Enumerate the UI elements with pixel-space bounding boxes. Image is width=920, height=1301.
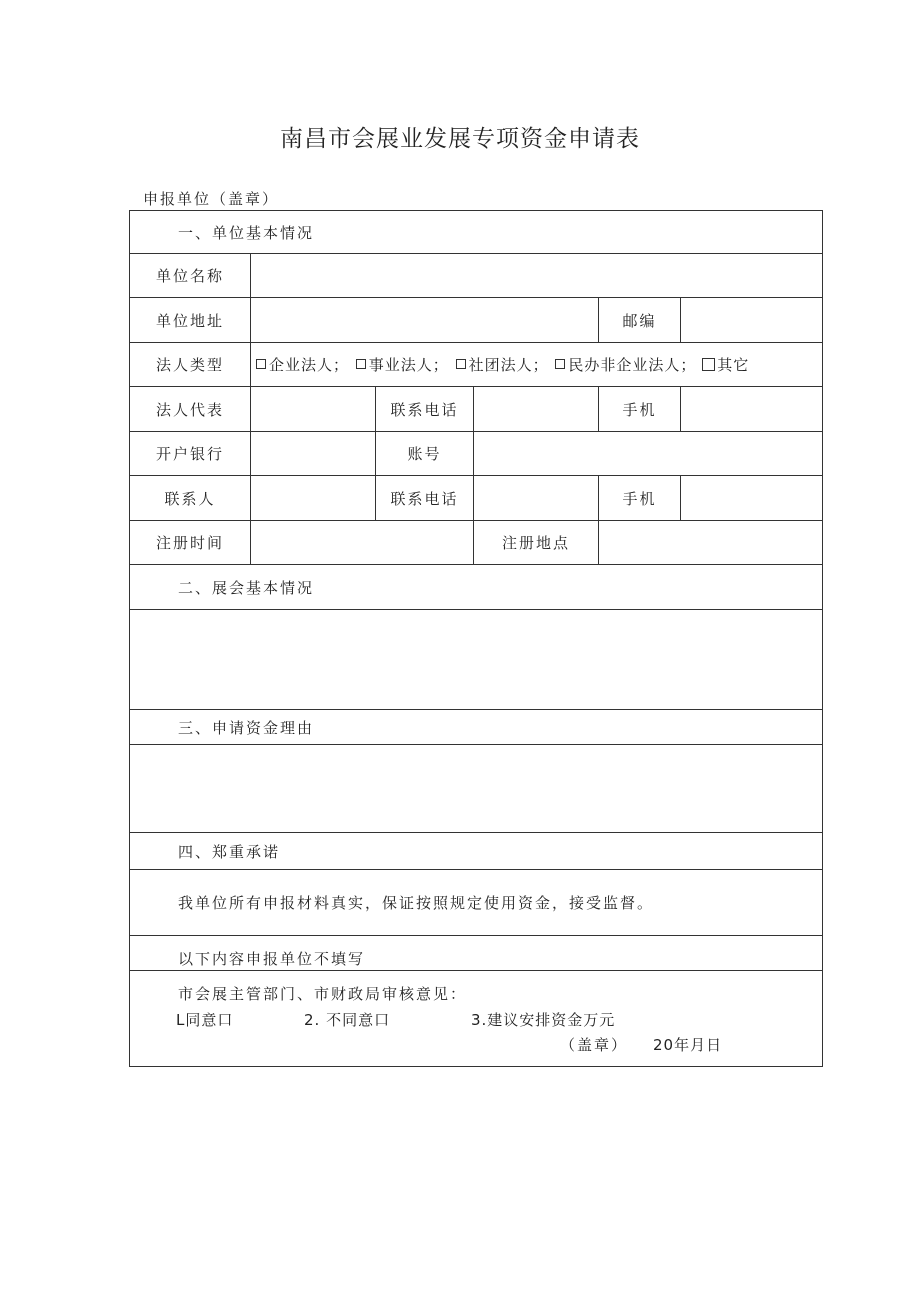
legal-type-option: 社团法人； — [468, 356, 549, 374]
legal-type-option: 其它 — [717, 356, 750, 374]
legal-rep-label: 法人代表 — [130, 387, 251, 432]
bank-label: 开户银行 — [130, 432, 251, 476]
section4-heading: 四、郑重承诺 — [130, 833, 823, 870]
application-form-table — [129, 210, 823, 1067]
legal-rep-field[interactable] — [251, 387, 376, 432]
funding-reason-field[interactable] — [130, 745, 823, 833]
reg-time-label: 注册时间 — [130, 521, 251, 565]
section1-heading: 一、单位基本情况 — [130, 211, 823, 254]
legal-type-options — [251, 343, 823, 387]
legal-type-option: 企业法人； — [269, 356, 350, 374]
section1-row — [130, 211, 823, 254]
not-fill-row — [130, 936, 823, 971]
contact-phone-label: 联系电话 — [376, 387, 474, 432]
section3-row — [130, 710, 823, 745]
not-fill-note: 以下内容申报单位不填写 — [130, 936, 823, 971]
unit-address-field[interactable] — [251, 298, 599, 343]
commitment-text: 我单位所有申报材料真实，保证按照规定使用资金，接受监督。 — [130, 870, 823, 936]
seal-label: （盖章） — [560, 1036, 629, 1054]
reg-place-label: 注册地点 — [474, 521, 599, 565]
disapprove-option: 2. 不同意口 — [304, 1011, 391, 1029]
form-title: 南昌市会展业发展专项资金申请表 — [280, 126, 640, 152]
section3-body-row — [130, 745, 823, 833]
suggested-funding-option: 3.建议安排资金万元 — [471, 1011, 616, 1029]
postcode-label: 邮编 — [599, 298, 681, 343]
contact-row — [130, 476, 823, 521]
unit-address-row — [130, 298, 823, 343]
legal-type-option: 民办非企业法人； — [568, 356, 697, 374]
contact-person-label: 联系人 — [130, 476, 251, 521]
review-opinion-label: 市会展主管部门、市财政局审核意见： — [178, 985, 468, 1003]
date-label: 20年月日 — [653, 1036, 723, 1054]
applicant-unit-label: 申报单位（盖章） — [143, 190, 280, 208]
exhibition-info-field[interactable] — [130, 610, 823, 710]
legal-type-label: 法人类型 — [130, 343, 251, 387]
contact-phone-field[interactable] — [474, 387, 599, 432]
legal-rep-row — [130, 387, 823, 432]
review-row — [130, 971, 823, 1067]
checkbox-icon[interactable] — [256, 359, 266, 369]
section2-body-row — [130, 610, 823, 710]
contact-phone2-label: 联系电话 — [376, 476, 474, 521]
bank-field[interactable] — [251, 432, 376, 476]
account-field[interactable] — [474, 432, 823, 476]
approve-option: L同意口 — [176, 1011, 234, 1029]
legal-type-option: 事业法人； — [368, 356, 449, 374]
section2-row — [130, 565, 823, 610]
mobile-label: 手机 — [599, 387, 681, 432]
unit-name-row — [130, 254, 823, 298]
mobile2-field[interactable] — [681, 476, 823, 521]
unit-name-label: 单位名称 — [130, 254, 251, 298]
unit-address-label: 单位地址 — [130, 298, 251, 343]
contact-phone2-field[interactable] — [474, 476, 599, 521]
registration-row — [130, 521, 823, 565]
section4-body-row — [130, 870, 823, 936]
checkbox-icon[interactable] — [555, 359, 565, 369]
checkbox-icon[interactable] — [456, 359, 466, 369]
account-label: 账号 — [376, 432, 474, 476]
section3-heading: 三、申请资金理由 — [130, 710, 823, 745]
reg-place-field[interactable] — [599, 521, 823, 565]
postcode-field[interactable] — [681, 298, 823, 343]
mobile2-label: 手机 — [599, 476, 681, 521]
unit-name-field[interactable] — [251, 254, 823, 298]
bank-row — [130, 432, 823, 476]
checkbox-icon[interactable] — [356, 359, 366, 369]
contact-person-field[interactable] — [251, 476, 376, 521]
review-opinion-cell — [130, 971, 823, 1067]
section2-heading: 二、展会基本情况 — [130, 565, 823, 610]
checkbox-icon[interactable] — [702, 358, 715, 371]
legal-type-row — [130, 343, 823, 387]
section4-row — [130, 833, 823, 870]
mobile-field[interactable] — [681, 387, 823, 432]
reg-time-field[interactable] — [251, 521, 474, 565]
